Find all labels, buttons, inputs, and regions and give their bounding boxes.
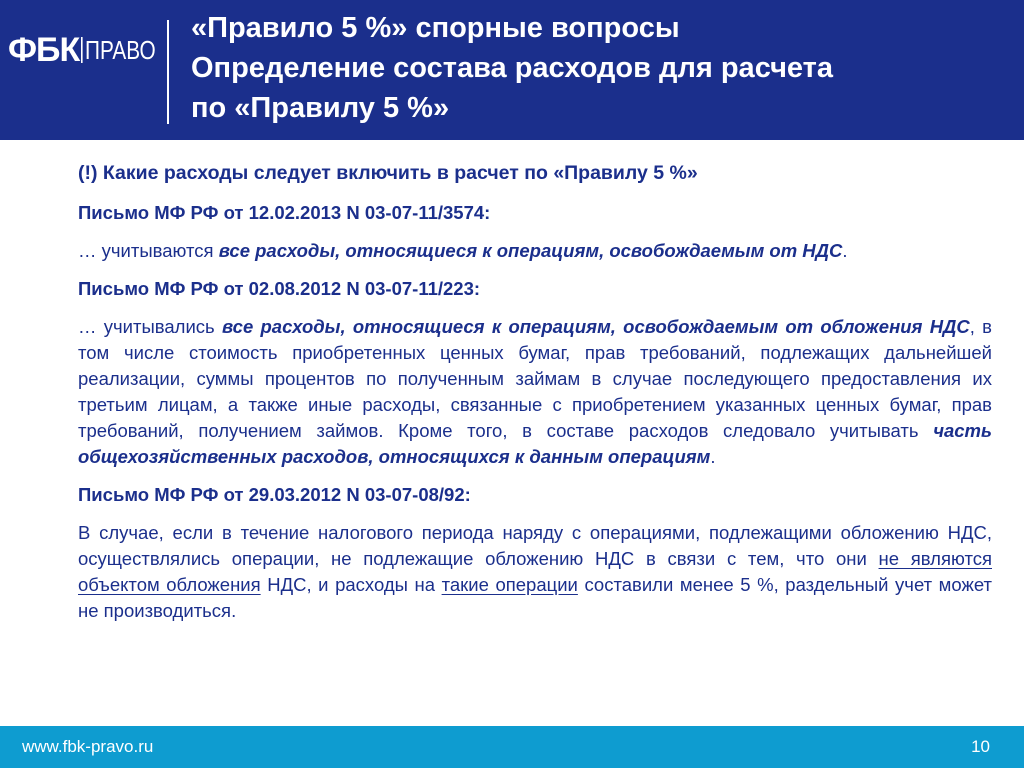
excerpt-text: НДС, и расходы на <box>260 574 442 595</box>
letter-excerpt <box>78 520 992 624</box>
title-line: по «Правилу 5 %» <box>191 92 450 124</box>
page-number: 10 <box>971 737 990 756</box>
excerpt-text: … учитывались <box>78 316 222 337</box>
logo-fbk-text: ФБК <box>8 31 80 69</box>
slide-footer <box>0 726 1024 768</box>
excerpt-text: , в том числе стоимость приобретенных ценных бумаг, прав требований, подлежащих дальнейшей реализации, суммы процентов по полученным займам в случае последующего предоставления их третьим лицам, а также иные расходы, связанные с приобретением указанных ценных бумаг, прав требований, получением займов. Кроме того, в составе расходов следовало учитывать <box>78 316 993 441</box>
letter-excerpt <box>78 314 992 470</box>
fbk-pravo-logo <box>8 28 158 72</box>
excerpt-text: В случае, если в течение налогового периода наряду с операциями, подлежащими обложению НДС, осуществлялись операции, не подлежащие обложению НДС в связи с тем, что они <box>78 522 992 569</box>
excerpt-text: … учитываются <box>78 240 219 261</box>
title-line: Определение состава расходов для расчета <box>191 52 833 84</box>
excerpt-emphasis: часть общехозяйственных расходов, относящихся к данным операциям <box>78 420 992 467</box>
letter-reference: Письмо МФ РФ от 29.03.2012 N 03-07-08/92: <box>78 484 471 505</box>
letter-excerpt <box>78 238 992 264</box>
excerpt-emphasis: все расходы, относящиеся к операциям, освобождаемым от НДС <box>218 240 843 261</box>
logo-pravo-text: ПРАВО <box>81 37 156 63</box>
excerpt-underlined: такие операции <box>441 574 578 595</box>
letter-reference: Письмо МФ РФ от 12.02.2013 N 03-07-11/3574: <box>78 202 491 223</box>
excerpt-text: . <box>710 446 716 467</box>
excerpt-text: . <box>842 240 848 261</box>
header-divider <box>167 20 169 124</box>
letter-reference: Письмо МФ РФ от 02.08.2012 N 03-07-11/223: <box>78 278 481 299</box>
slide-title <box>191 8 991 128</box>
excerpt-emphasis: все расходы, относящиеся к операциям, освобождаемым от обложения НДС <box>221 316 970 337</box>
title-line: «Правило 5 %» спорные вопросы <box>191 12 680 44</box>
excerpt-underlined: не являются объектом обложения <box>78 548 992 595</box>
slide-header <box>0 0 1024 140</box>
slide-body <box>78 160 992 636</box>
website-url: www.fbk-pravo.ru <box>22 737 154 756</box>
excerpt-text: составили менее 5 %, раздельный учет может не производиться. <box>78 574 992 621</box>
question-heading: (!) Какие расходы следует включить в расчет по «Правилу 5 %» <box>78 162 698 184</box>
